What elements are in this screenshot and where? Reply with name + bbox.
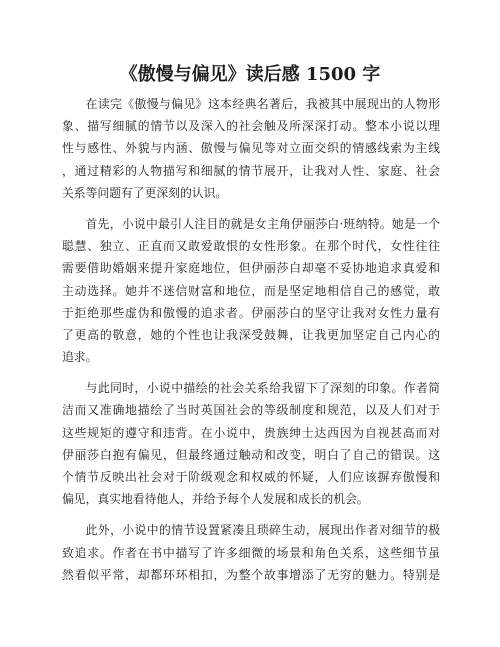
text-line: 关系等问题有了更深刻的认识。 [62,185,228,200]
text-line: 于拒绝那些虚伪和傲慢的追求者。伊丽莎白的坚守让我对女性力量有 [62,305,440,320]
text-line: 致追求。作者在书中描写了许多细微的场景和角色关系，这些细节虽 [62,545,440,560]
paragraph-2 [62,213,440,368]
paragraph-4 [62,519,440,586]
paragraph-1 [62,93,440,204]
text-line: 聪慧、独立、正直而又敢爱敢恨的女性形象。在那个时代，女性往往 [62,239,440,254]
document-title: 《傲慢与偏见》读后感 1500 字 [119,64,381,85]
text-line: 个情节反映出社会对于阶级观念和权威的怀疑，人们应该摒弃傲慢和 [62,470,440,484]
text-line: 在读完《傲慢与偏见》这本经典名著后，我被其中展现出的人物形 [85,97,440,111]
text-line: 此外，小说中的情节设置紧凑且琐碎生动，展现出作者对细节的极 [85,523,440,538]
text-line: 性与感性、外貌与内涵、傲慢与偏见等对立面交织的情感线索为主线 [62,141,440,156]
text-line: 主动选择。她并不迷信财富和地位，而是坚定地相信自己的感觉，敢 [62,283,440,298]
text-line: 洁而又准确地描绘了当时英国社会的等级制度和规范，以及人们对于 [62,403,440,418]
text-line: 偏见，真实地看待他人，并给予每个人发展和成长的机会。 [62,492,369,507]
text-line: 象、描写细腻的情节以及深入的社会触及所深深打动。整本小说以理 [62,119,440,134]
text-line: 伊丽莎白抱有偏见，但最终通过触动和改变，明白了自己的错误。这 [62,447,440,462]
text-line: 这些规矩的遵守和违背。在小说中，贵族绅士达西因为自视甚高而对 [62,425,440,440]
text-line: 然看似平常，却都环环相扣，为整个故事增添了无穷的魅力。特别是 [62,567,440,582]
text-line: 追求。 [62,350,98,365]
text-line: 首先，小说中最引人注目的就是女主角伊丽莎白·班纳特。她是一个 [85,216,440,231]
text-line: 需要借助婚姻来提升家庭地位，但伊丽莎白却毫不妥协地追求真爱和 [62,261,440,276]
text-line: 与此同时，小说中描绘的社会关系给我留下了深刻的印象。作者简 [85,381,440,396]
text-line: ，通过精彩的人物描写和细腻的情节展开，让我对人性、家庭、社会 [62,163,440,178]
text-line: 了更高的敬意，她的个性也让我深受鼓舞，让我更加坚定自己内心的 [62,327,440,342]
document-body [62,93,440,595]
paragraph-3 [62,377,440,510]
